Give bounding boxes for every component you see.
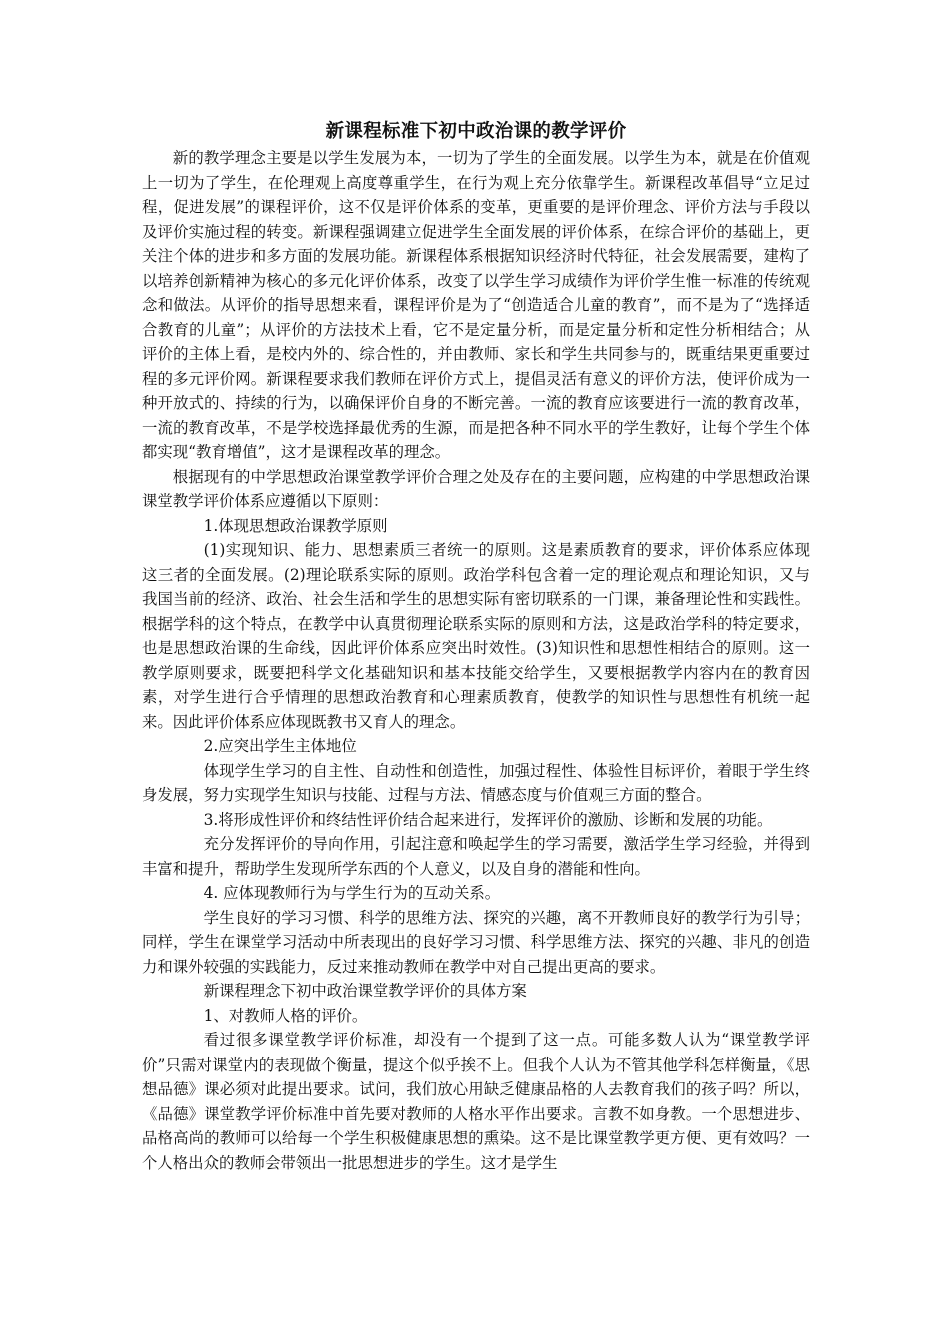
paragraph-principles-lead: 根据现有的中学思想政治课堂教学评价合理之处及存在的主要问题，应构建的中学思想政治课课堂教学评价体系应遵循以下原则： [142, 467, 810, 510]
document-page [142, 120, 810, 1175]
paragraph-principle-3-body: 充分发挥评价的导向作用，引起注意和唤起学生的学习需要，激活学生学习经验，并得到丰富和提升，帮助学生发现所学东西的个人意义，以及自身的潜能和性向。 [142, 835, 810, 878]
paragraph-teacher-personality-body: 看过很多课堂教学评价标准，却没有一个提到了这一点。可能多数人认为“课堂教学评价”只需对课堂内的表现做个衡量，提这个似乎挨不上。但我个人认为不管其他学科怎样衡量，《思想品德》课必须对此提出要求。试问，我们放心用缺乏健康品格的人去教育我们的孩子吗？所以，《品德》课堂教学评价标准中首先要对教师的人格水平作出要求。言教不如身教。一个思想进步、品格高尚的教师可以给每一个学生积极健康思想的熏染。这不是比课堂教学更方便、更有效吗？一个人格出众的教师会带领出一批思想进步的学生。这才是学生 [142, 1031, 810, 1172]
paragraph-principle-1-body: (1)实现知识、能力、思想素质三者统一的原则。这是素质教育的要求，评价体系应体现这三者的全面发展。(2)理论联系实际的原则。政治学科包含着一定的理论观点和理论知识，又与我国当前的经济、政治、社会生活和学生的思想实际有密切联系的一门课，兼备理论性和实践性。根据学科的这个特点，在教学中认真贯彻理论联系实际的原则和方法，这是政治学科的特定要求，也是思想政治课的生命线，因此评价体系应突出时效性。(3)知识性和思想性相结合的原则。这一教学原则要求，既要把科学文化基础知识和基本技能交给学生，又要根据教学内容内在的教育因素，对学生进行合乎情理的思想政治教育和心理素质教育，使教学的知识性与思想性有机统一起来。因此评价体系应体现既教书又育人的理念。 [142, 541, 810, 731]
heading-teacher-personality: 1、对教师人格的评价。 [203, 1006, 368, 1025]
heading-principle-3: 3.将形成性评价和终结性评价结合起来进行，发挥评价的激励、诊断和发展的功能。 [203, 810, 773, 829]
document-title: 新课程标准下初中政治课的教学评价 [325, 121, 627, 142]
paragraph-principle-4-body: 学生良好的学习习惯、科学的思维方法、探究的兴趣，离不开教师良好的教学行为引导；同样，学生在课堂学习活动中所表现出的良好学习习惯、科学思维方法、探究的兴趣、非凡的创造力和课外较强的实践能力，反过来推动教师在教学中对自己提出更高的要求。 [142, 908, 810, 976]
paragraph-principle-2-body: 体现学生学习的自主性、自动性和创造性，加强过程性、体验性目标评价，着眼于学生终身发展，努力实现学生知识与技能、过程与方法、情感态度与价值观三方面的整合。 [142, 761, 810, 804]
heading-principle-4: 4. 应体现教师行为与学生行为的互动关系。 [203, 884, 501, 902]
heading-principle-1: 1.体现思想政治课教学原则 [203, 516, 388, 535]
heading-specific-plan: 新课程理念下初中政治课堂教学评价的具体方案 [203, 982, 527, 1000]
paragraph-intro: 新的教学理念主要是以学生发展为本，一切为了学生的全面发展。以学生为本，就是在价值观上一切为了学生，在伦理观上高度尊重学生，在行为观上充分依靠学生。新课程改革倡导“立足过程，促进发展”的课程评价，这不仅是评价体系的变革，更重要的是评价理念、评价方法与手段以及评价实施过程的转变。新课程强调建立促进学生全面发展的评价体系，在综合评价的基础上，更关注个体的进步和多方面的发展功能。新课程体系根据知识经济时代特征，社会发展需要，建构了以培养创新精神为核心的多元化评价体系，改变了以学生学习成绩作为评价学生惟一标准的传统观念和做法。从评价的指导思想来看，课程评价是为了“创造适合儿童的教育”，而不是为了“选择适合教育的儿童”；从评价的方法技术上看，它不是定量分析，而是定量分析和定性分析相结合；从评价的主体上看，是校内外的、综合性的，并由教师、家长和学生共同参与的，既重结果更重要过程的多元评价网。新课程要求我们教师在评价方式上，提倡灵活有意义的评价方法，使评价成为一种开放式的、持续的行为，以确保评价自身的不断完善。一流的教育应该要进行一流的教育改革，一流的教育改革，不是学校选择最优秀的生源，而是把各种不同水平的学生教好，让每个学生个体都实现“教育增值”，这才是课程改革的理念。 [142, 149, 810, 461]
heading-principle-2: 2.应突出学生主体地位 [203, 737, 357, 755]
